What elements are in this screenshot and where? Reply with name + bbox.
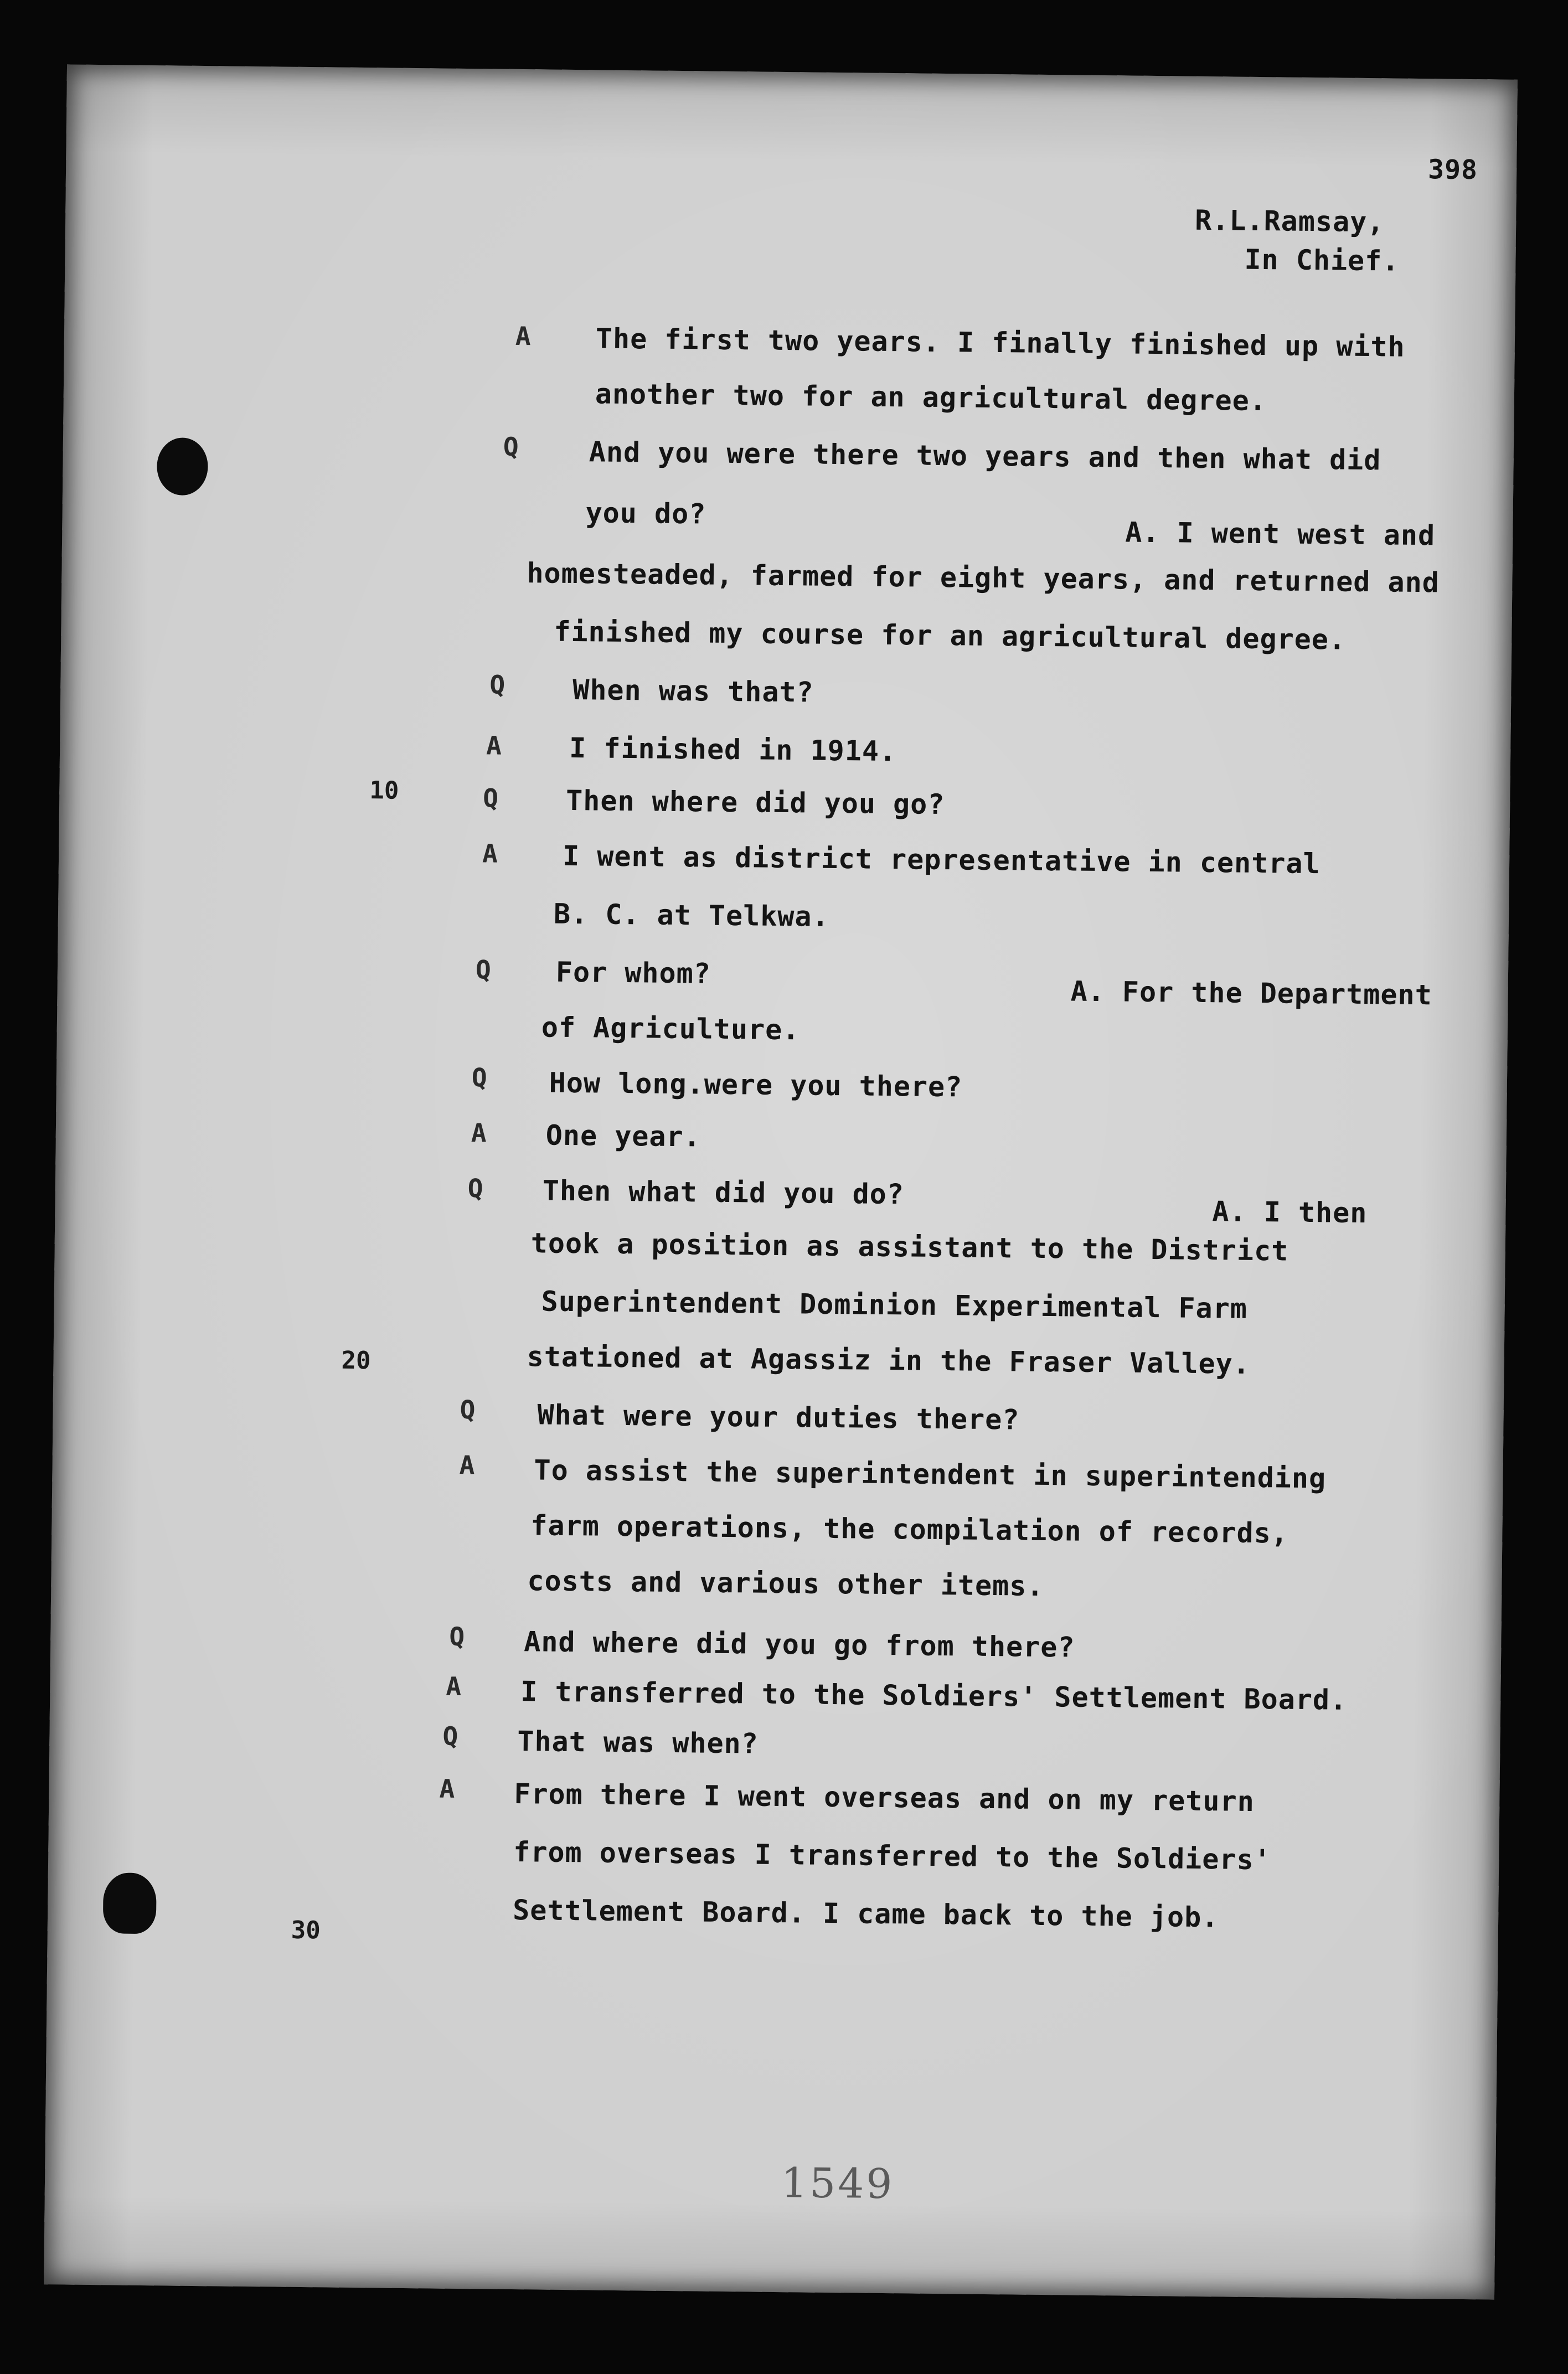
speaker-label: Q: [471, 1062, 487, 1093]
transcript-line: you do?: [585, 497, 706, 530]
speaker-label: Q: [489, 669, 506, 700]
speaker-label: Q: [482, 783, 499, 813]
speaker-label: A: [471, 1118, 487, 1148]
transcript-line: costs and various other items.: [527, 1565, 1044, 1603]
transcript-line: B. C. at Telkwa.: [553, 897, 829, 933]
transcript-line: farm operations, the compilation of records,: [530, 1509, 1289, 1550]
transcript-line: And you were there two years and then what did: [589, 436, 1381, 477]
transcript-line: And where did you go from there?: [523, 1625, 1075, 1664]
speaker-label: A: [459, 1449, 475, 1480]
speaker-label: Q: [475, 954, 491, 985]
speaker-label: Q: [503, 431, 519, 462]
speaker-label: A: [486, 730, 502, 761]
transcript-line: The first two years. I finally finished up with: [595, 322, 1405, 363]
transcript-line: homesteaded, farmed for eight years, and returned and: [527, 557, 1440, 599]
transcript-line: I transferred to the Soldiers' Settlement Board.: [520, 1675, 1348, 1716]
speaker-label: Q: [467, 1173, 483, 1204]
transcript-line: A. I went west and: [1125, 516, 1436, 552]
speaker-label: Q: [442, 1721, 458, 1751]
transcript-line: One year.: [545, 1119, 702, 1153]
transcript-line: of Agriculture.: [541, 1011, 800, 1046]
speaker-label: A: [515, 321, 531, 352]
transcript-line: When was that?: [572, 674, 814, 709]
transcript-line: What were your duties there?: [537, 1398, 1020, 1436]
punch-hole-top: [157, 437, 208, 496]
transcript-line: took a position as assistant to the District: [530, 1227, 1289, 1267]
speaker-label: A: [439, 1773, 455, 1804]
transcript-line: For whom?: [555, 956, 711, 990]
transcript-line: That was when?: [517, 1725, 759, 1760]
speaker-label: Q: [460, 1394, 476, 1425]
transcript-line: from overseas I transferred to the Soldiers': [513, 1836, 1272, 1876]
speaker-label: A: [446, 1671, 462, 1702]
margin-line-number-20: 20: [341, 1346, 371, 1375]
transcript-line: I went as district representative in central: [562, 839, 1321, 880]
transcript-line: another two for an agricultural degree.: [595, 378, 1267, 417]
margin-line-number-10: 10: [369, 776, 399, 805]
transcript-line: finished my course for an agricultural degree.: [554, 615, 1347, 656]
transcript-line: A. I then: [1212, 1195, 1368, 1230]
witness-name: R.L.Ramsay,: [1194, 204, 1385, 239]
transcript-line: To assist the superintendent in superintending: [534, 1454, 1327, 1495]
transcript-line: Then where did you go?: [565, 784, 945, 821]
speaker-label: A: [482, 838, 498, 869]
examination-label: In Chief.: [1244, 243, 1400, 277]
transcript-line: How long.were you there?: [549, 1066, 963, 1103]
transcript-line: A. For the Department: [1070, 975, 1433, 1011]
transcript-line: Settlement Board. I came back to the job.: [512, 1894, 1219, 1934]
speaker-label: Q: [449, 1621, 465, 1652]
archive-stamp-number: 1549: [781, 2159, 895, 2208]
transcript-line: Superintendent Dominion Experimental Farm: [541, 1285, 1248, 1325]
transcript-line: stationed at Agassiz in the Fraser Valley.: [527, 1340, 1251, 1380]
transcript-page: [44, 64, 1518, 2299]
margin-line-number-30: 30: [291, 1916, 321, 1945]
transcript-line: From there I went overseas and on my return: [514, 1778, 1255, 1818]
transcript-line: Then what did you do?: [542, 1174, 905, 1211]
page-number: 398: [1427, 154, 1478, 186]
punch-hole-bottom: [103, 1872, 157, 1934]
transcript-line: I finished in 1914.: [569, 731, 897, 768]
